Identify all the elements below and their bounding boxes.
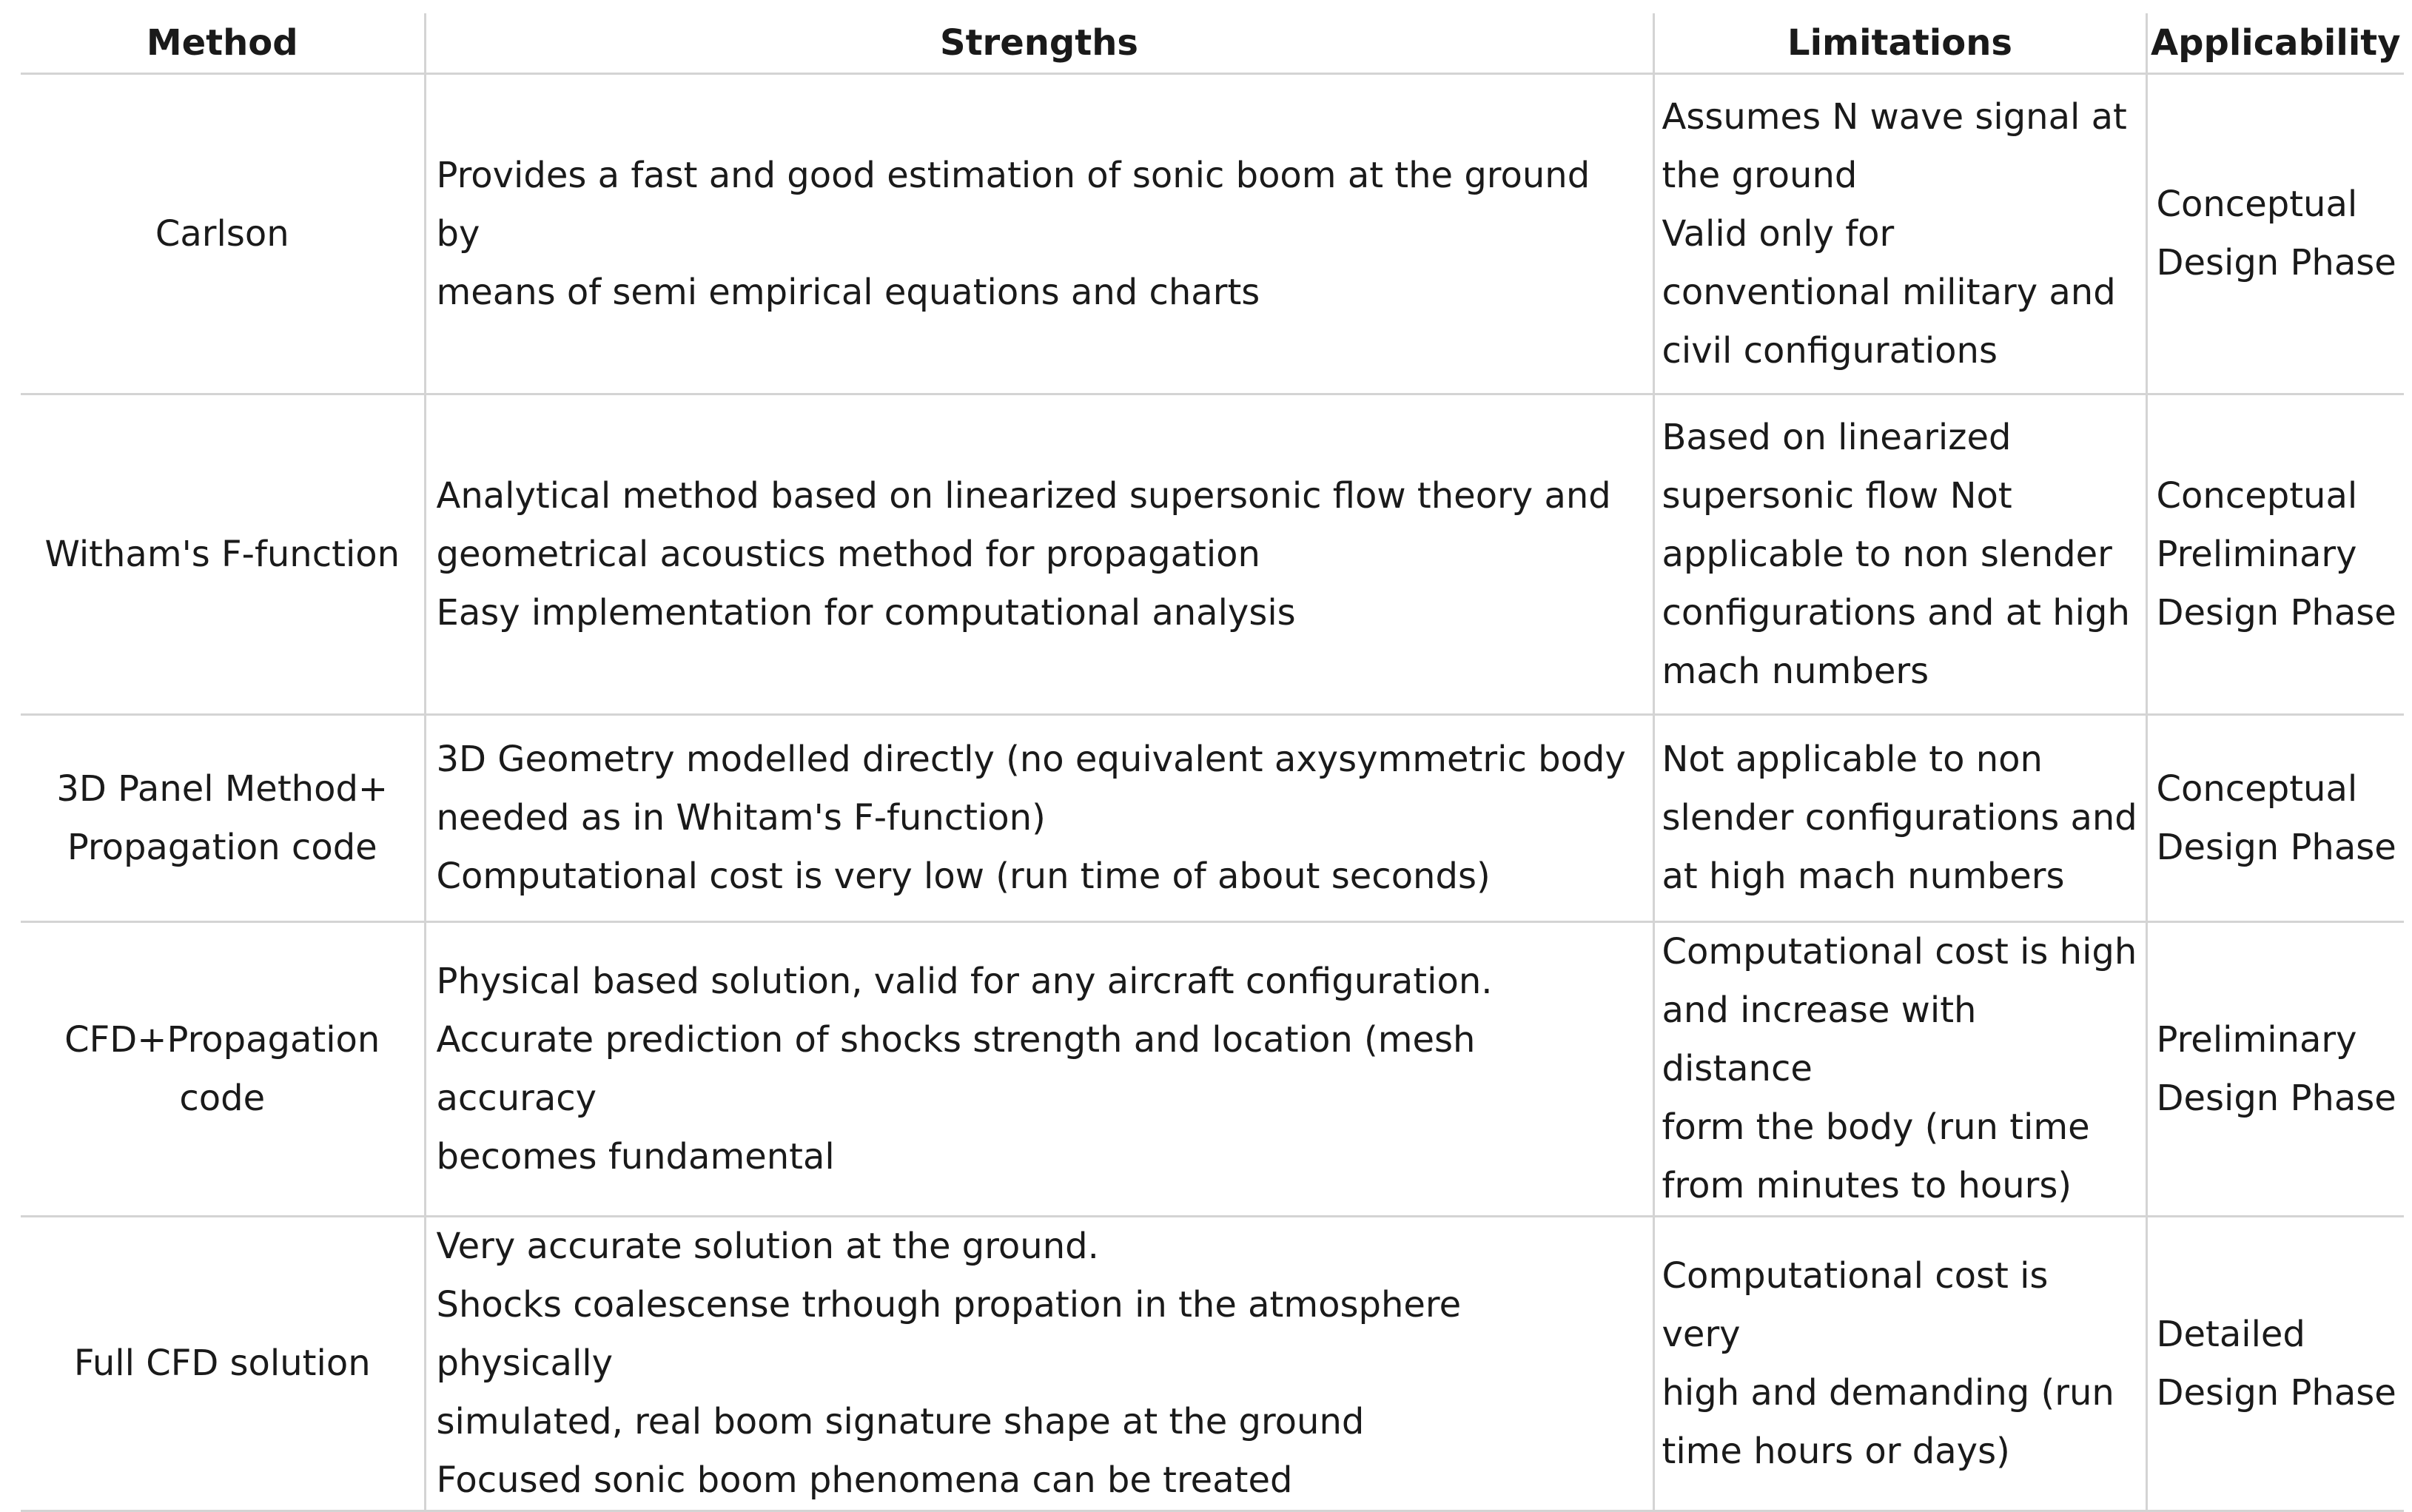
- cell-line: from minutes to hours): [1662, 1165, 2072, 1206]
- applicability-cell: [2146, 922, 2404, 1217]
- cell-line: 3D Geometry modelled directly (no equivalent axysymmetric body: [436, 739, 1626, 780]
- cell-line: Assumes N wave signal at: [1662, 95, 2127, 138]
- method-cell: [21, 922, 425, 1217]
- cell-line: form the body (run time: [1662, 1106, 2090, 1148]
- cell-line: time hours or days): [1662, 1430, 2010, 1472]
- header-strengths: Strengths: [425, 13, 1653, 74]
- limitations-cell: [1653, 394, 2146, 715]
- applicability-cell: [2146, 1217, 2404, 1511]
- cell-line: CFD+Propagation: [64, 1018, 380, 1061]
- table-header-row: [21, 13, 2404, 74]
- cell-line: Focused sonic boom phenomena can be treated: [436, 1459, 1293, 1501]
- table-row: [21, 74, 2404, 394]
- cell-line: Easy implementation for computational analysis: [436, 591, 1296, 634]
- cell-line: Design Phase: [2156, 1077, 2396, 1119]
- cell-line: conventional military and: [1662, 271, 2116, 313]
- cell-line: Valid only for: [1662, 212, 1895, 255]
- cell-line: needed as in Whitam's F-function): [436, 797, 1046, 839]
- method-cell: [21, 1217, 425, 1511]
- table-row: [21, 922, 2404, 1217]
- header-method: Method: [21, 13, 425, 74]
- cell-line: geometrical acoustics method for propagation: [436, 533, 1260, 575]
- limitations-cell: [1653, 1217, 2146, 1511]
- cell-line: Shocks coalescense trhough propation in the atmosphere physically: [436, 1284, 1473, 1384]
- strengths-cell: [425, 394, 1653, 715]
- table-row: [21, 394, 2404, 715]
- cell-line: applicable to non slender: [1662, 533, 2112, 575]
- cell-line: 3D Panel Method+: [56, 767, 389, 810]
- cell-line: Accurate prediction of shocks strength and location (mesh accuracy: [436, 1018, 1487, 1119]
- cell-line: Propagation code: [67, 826, 377, 868]
- table-row: [21, 1217, 2404, 1511]
- cell-line: Full CFD solution: [73, 1343, 371, 1384]
- limitations-cell: [1653, 715, 2146, 922]
- cell-line: and increase with distance: [1662, 989, 1988, 1089]
- cell-line: Computational cost is very low (run time of about seconds): [436, 856, 1491, 897]
- cell-line: the ground: [1662, 154, 1858, 196]
- cell-line: Design Phase: [2156, 591, 2396, 634]
- cell-line: Physical based solution, valid for any aircraft configuration.: [436, 960, 1493, 1002]
- cell-line: Detailed: [2156, 1313, 2305, 1355]
- method-cell: [21, 74, 425, 394]
- cell-line: simulated, real boom signature shape at the ground: [436, 1401, 1365, 1442]
- applicability-cell: [2146, 74, 2404, 394]
- header-limitations: Limitations: [1653, 13, 2146, 74]
- cell-line: slender configurations and: [1662, 797, 2137, 839]
- cell-line: Conceptual: [2156, 184, 2358, 225]
- methods-comparison-table: [21, 13, 2404, 1512]
- cell-line: Design Phase: [2156, 1371, 2396, 1414]
- limitations-cell: [1653, 922, 2146, 1217]
- limitations-cell: [1653, 74, 2146, 394]
- method-cell: [21, 394, 425, 715]
- strengths-cell: [425, 922, 1653, 1217]
- cell-line: Carlson: [155, 212, 289, 255]
- cell-line: Analytical method based on linearized supersonic flow theory and: [436, 474, 1611, 517]
- cell-line: becomes fundamental: [436, 1135, 835, 1177]
- method-cell: [21, 715, 425, 922]
- cell-line: at high mach numbers: [1662, 856, 2065, 897]
- cell-line: Not applicable to non: [1662, 739, 2043, 780]
- strengths-cell: [425, 74, 1653, 394]
- table-row: [21, 715, 2404, 922]
- cell-line: Conceptual: [2156, 474, 2358, 517]
- cell-line: Design Phase: [2156, 826, 2396, 868]
- cell-line: Based on linearized: [1662, 416, 2012, 458]
- strengths-cell: [425, 715, 1653, 922]
- cell-line: code: [179, 1077, 266, 1119]
- cell-line: high and demanding (run: [1662, 1371, 2114, 1414]
- strengths-cell: [425, 1217, 1653, 1511]
- applicability-cell: [2146, 715, 2404, 922]
- applicability-cell: [2146, 394, 2404, 715]
- cell-line: Provides a fast and good estimation of sonic boom at the ground by: [436, 154, 1602, 255]
- cell-line: Computational cost is high: [1662, 931, 2137, 972]
- comparison-table-container: [21, 13, 2404, 1512]
- cell-line: Conceptual: [2156, 767, 2358, 810]
- cell-line: means of semi empirical equations and charts: [436, 271, 1260, 313]
- cell-line: configurations and at high: [1662, 591, 2130, 634]
- cell-line: civil configurations: [1662, 329, 1998, 372]
- cell-line: Computational cost is very: [1662, 1254, 2060, 1355]
- cell-line: Very accurate solution at the ground.: [436, 1226, 1099, 1267]
- cell-line: mach numbers: [1662, 650, 1929, 692]
- cell-line: supersonic flow Not: [1662, 474, 2012, 517]
- header-applicability: Applicability: [2146, 13, 2404, 74]
- cell-line: Design Phase: [2156, 242, 2396, 283]
- cell-line: Witham's F-function: [44, 533, 400, 575]
- cell-line: Preliminary: [2156, 1018, 2357, 1061]
- cell-line: Preliminary: [2156, 533, 2357, 575]
